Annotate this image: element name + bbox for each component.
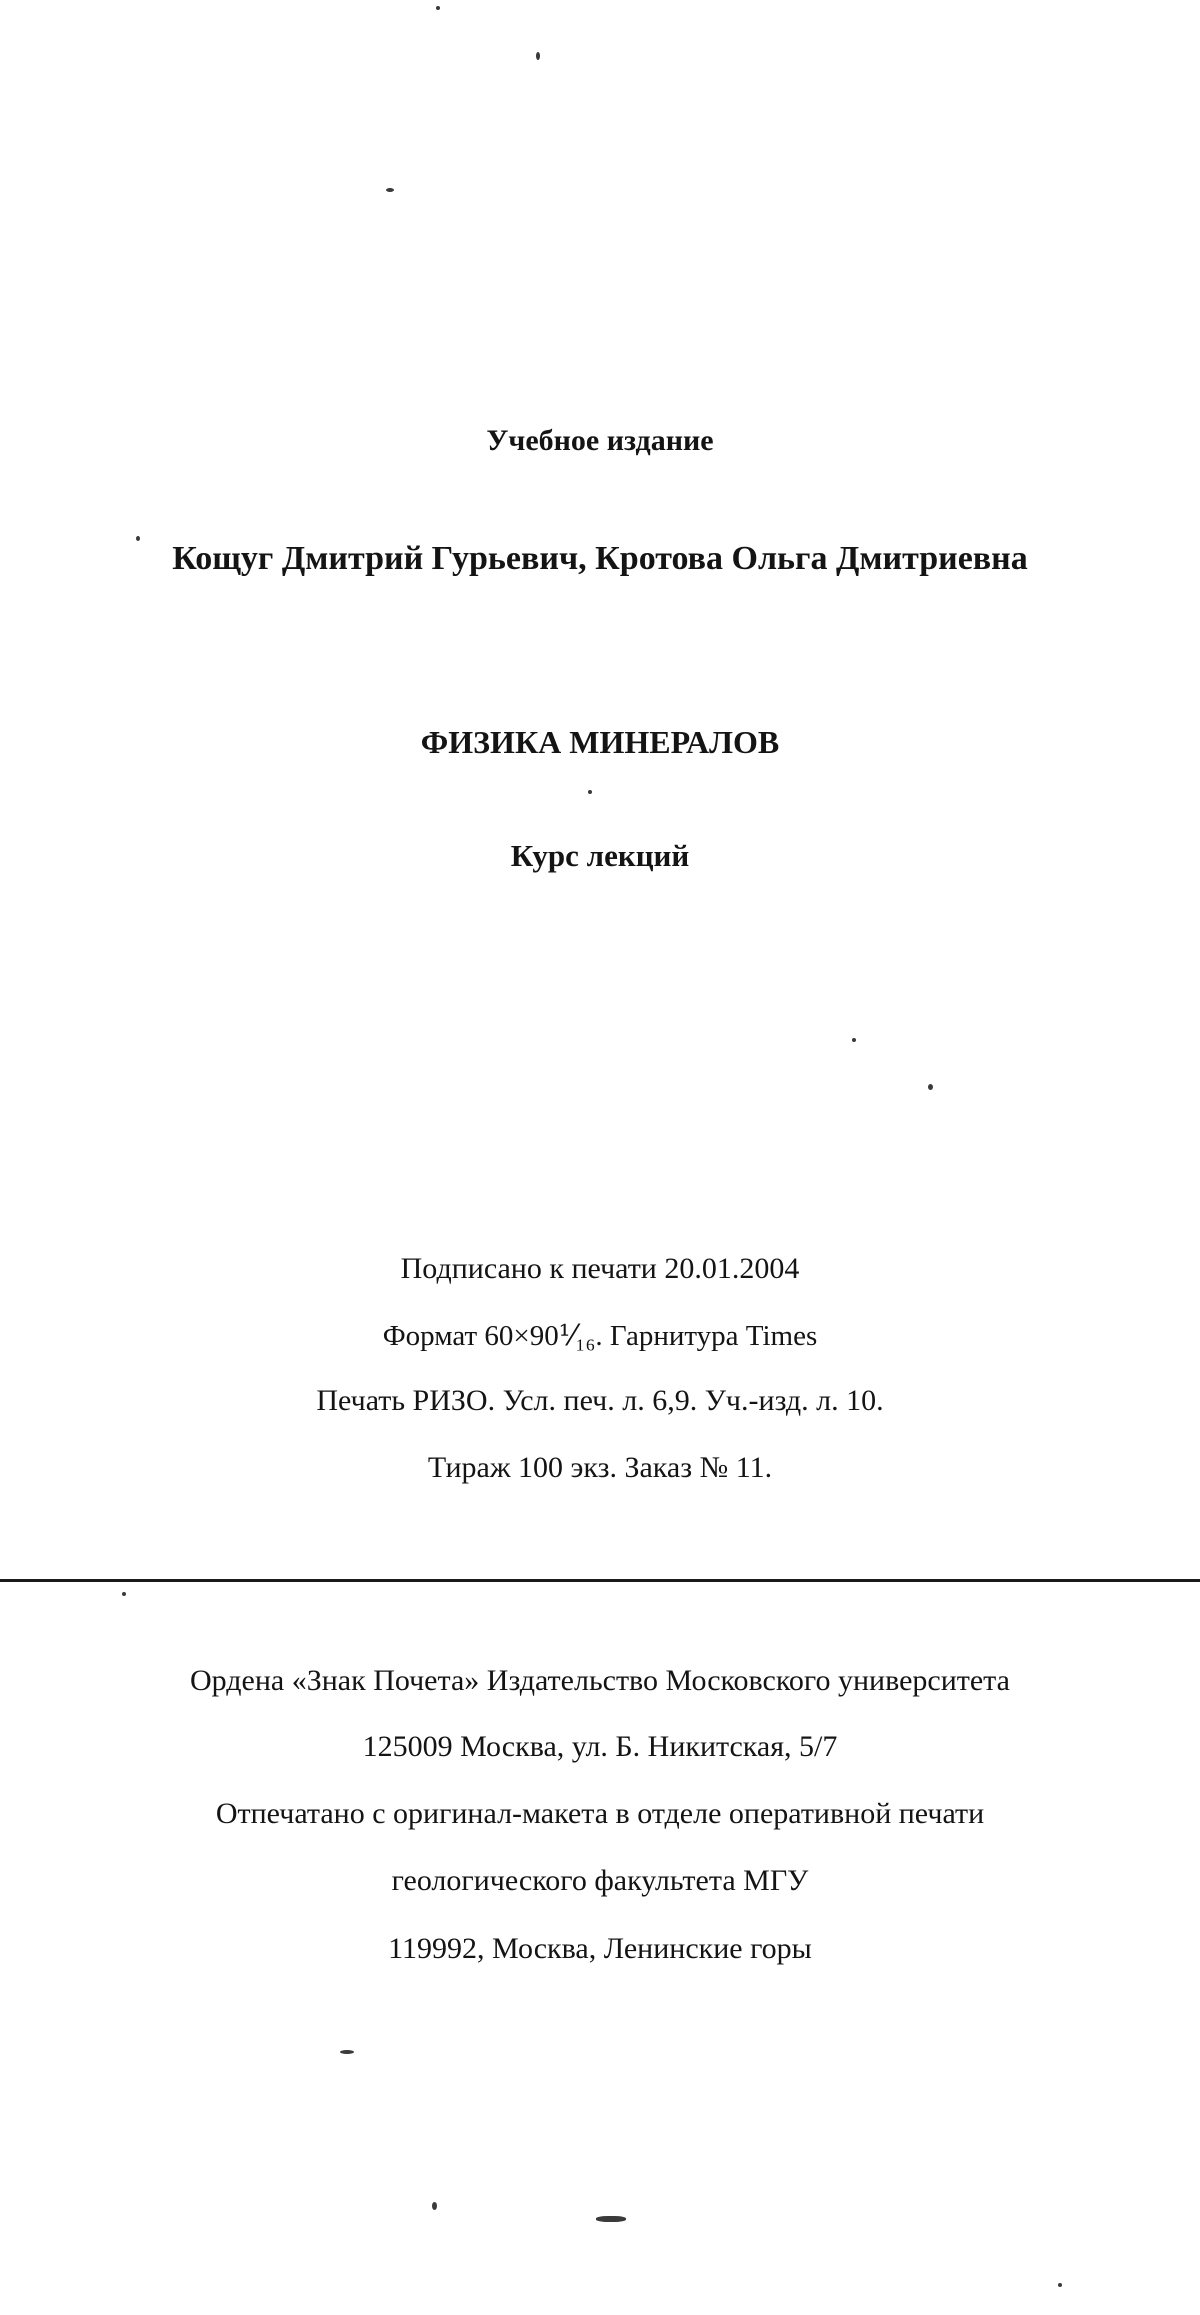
edition-type: Учебное издание: [486, 424, 714, 457]
publisher-line: 125009 Москва, ул. Б. Никитская, 5/7: [362, 1730, 838, 1763]
scan-speck: [928, 1084, 933, 1090]
scan-speck: [588, 790, 592, 794]
scan-speck: [136, 536, 140, 541]
scan-speck: [436, 6, 440, 10]
scan-speck: [122, 1592, 126, 1596]
divider-line: [0, 1579, 1200, 1582]
imprint-line: Печать РИЗО. Усл. печ. л. 6,9. Уч.-изд. л. 10.: [316, 1384, 884, 1417]
scan-speck: [596, 2216, 626, 2222]
imprint-line: Подписано к печати 20.01.2004: [400, 1252, 800, 1285]
imprint-line: Формат 60×90⅟₁₆. Гарнитура Times: [382, 1320, 818, 1352]
publisher-line: Отпечатано с оригинал-макета в отделе оперативной печати: [215, 1797, 985, 1830]
scan-speck: [852, 1038, 856, 1042]
scan-speck: [432, 2202, 437, 2210]
publisher-line: геологического факультета МГУ: [391, 1864, 809, 1897]
authors: Кощуг Дмитрий Гурьевич, Кротова Ольга Дмитриевна: [172, 540, 1028, 577]
scan-speck: [536, 52, 540, 60]
publisher-line: Ордена «Знак Почета» Издательство Московского университета: [190, 1664, 1010, 1697]
book-subtitle: Курс лекций: [510, 838, 690, 873]
scan-speck: [386, 188, 394, 192]
publisher-line: 119992, Москва, Ленинские горы: [388, 1932, 812, 1965]
imprint-line: Тираж 100 экз. Заказ № 11.: [427, 1451, 773, 1484]
scan-speck: [340, 2050, 354, 2054]
scan-speck: [1058, 2283, 1062, 2287]
book-title: ФИЗИКА МИНЕРАЛОВ: [420, 724, 780, 760]
